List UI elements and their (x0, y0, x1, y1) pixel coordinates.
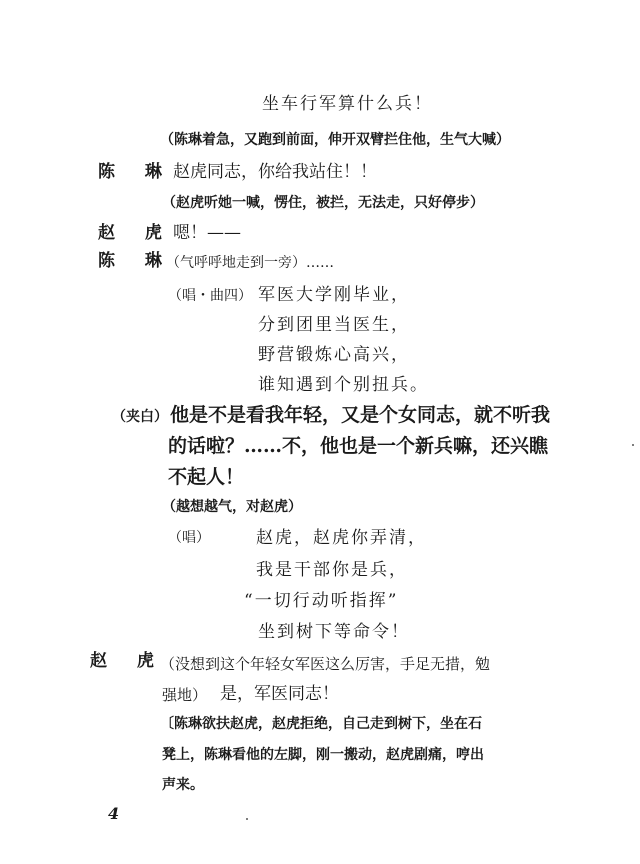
song-line: “一切行动听指挥” (244, 591, 399, 611)
aside-line: 的话啦？……不，他也是一个新兵嘛，还兴瞧 (168, 435, 549, 457)
aside-tag: （夹白） (112, 409, 168, 425)
stage-direction: （气呼呼地走到一旁）…… (166, 255, 334, 271)
song-line: 我是干部你是兵， (256, 560, 408, 580)
stage-direction: 凳上，陈琳看他的左脚，刚一搬动，赵虎剧痛，哼出 (162, 747, 484, 763)
stage-direction: 〔陈琳欲扶赵虎，赵虎拒绝，自己走到树下，坐在石 (160, 716, 482, 732)
singing-tag: （唱・曲四） (168, 288, 252, 304)
dialogue-line: 嗯！—— (173, 223, 241, 243)
stage-direction: （越想越气，对赵虎） (162, 499, 302, 515)
stage-direction: 强地） (162, 686, 208, 704)
speaker-name: 陈 琳 (98, 162, 174, 182)
song-line: 军医大学刚毕业， (258, 285, 410, 305)
song-line: 赵虎，赵虎你弄清， (256, 528, 427, 548)
speaker-name: 陈 琳 (98, 251, 174, 271)
song-line: 野营锻炼心高兴， (258, 345, 410, 365)
stage-direction: （没想到这个年轻女军医这么厉害，手足无措，勉 (160, 655, 491, 673)
stage-direction: （赵虎听她一喊，愣住，被拦，无法走，只好停步） (162, 195, 484, 211)
stage-direction: 声来。 (162, 777, 204, 793)
print-speck (632, 444, 634, 446)
song-line: 分到团里当医生， (258, 315, 410, 335)
stage-direction: （陈琳着急，又跑到前面，伸开双臂拦住他，生气大喊） (160, 132, 510, 148)
speaker-name: 赵 虎 (90, 651, 166, 671)
aside-line: 不起人！ (168, 466, 245, 488)
page-number: 4 (108, 804, 120, 823)
aside-line: 他是不是看我年轻，又是个女同志，就不听我 (170, 404, 551, 426)
print-speck (246, 818, 248, 820)
dialogue-line: 是，军医同志！ (220, 684, 339, 704)
song-line: 坐到树下等命令！ (258, 622, 410, 642)
speaker-name: 赵 虎 (98, 223, 174, 243)
dialogue-line: 赵虎同志，你给我站住！！ (173, 162, 377, 182)
singing-tag: （唱） (168, 530, 210, 546)
song-line: 谁知遇到个别扭兵。 (258, 375, 429, 395)
song-line: 坐车行军算什么兵！ (262, 94, 433, 114)
